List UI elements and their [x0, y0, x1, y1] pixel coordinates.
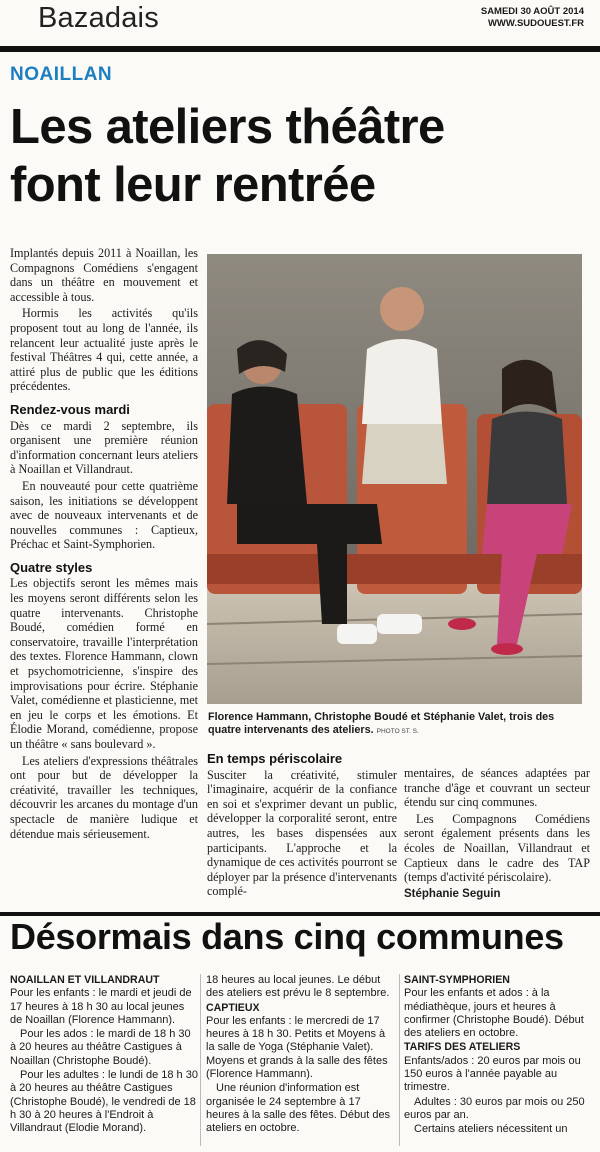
paragraph: Implantés depuis 2011 à Noaillan, les Compagnons Comédiens s'engagent dans un théâtre en mouvement et accessible à tous.: [10, 246, 198, 304]
article-column-2: [207, 752, 397, 902]
masthead: [0, 0, 600, 52]
intertitle-periscolaire: En temps périscolaire: [207, 752, 343, 766]
paragraph: Les Compagnons Comédiens seront également présents dans les écoles de Noaillan, Villandraut et Captieux dans le cadre des TAP (temps d'activité périscolaire).: [404, 811, 590, 885]
photo-credit: PHOTO ST. S.: [376, 728, 419, 735]
schedule-item: Adultes : 30 euros par mois ou 250 euros par an.: [404, 1095, 585, 1121]
paragraph: En nouveauté pour cette quatrième saison, les initiations se développent avec de nouveaux intervenants et de nouvelles communes : Captieux, Préchac et Saint-Symphorien.: [10, 478, 198, 552]
top-rule: [0, 46, 600, 52]
headline-line-1: Les ateliers théâtre: [10, 100, 445, 154]
photo-illustration: [207, 254, 582, 704]
intertitle-quatre-styles: Quatre styles: [10, 559, 93, 575]
schedule-item: Certains ateliers nécessitent un: [414, 1123, 568, 1136]
schedule-item: Une réunion d'information est organisée le 24 septembre à 17 heures à la salle des fêtes. Début des ateliers en octobre.: [206, 1082, 391, 1135]
article-column-3: [404, 766, 590, 906]
schedule-heading: NOAILLAN ET VILLANDRAUT: [10, 974, 160, 986]
schedule-item: Pour les ados : le mardi de 18 h 30 à 20 heures au théâtre Castigues à Noaillan (Christophe Boudé).: [10, 1028, 191, 1067]
article-photo: [207, 254, 582, 704]
schedule-heading: SAINT-SYMPHORIEN: [404, 974, 510, 986]
sidebar-heading: Désormais dans cinq communes: [10, 916, 564, 957]
date-line: [481, 6, 584, 30]
paragraph: Dès ce mardi 2 septembre, ils organisent une première réunion d'information concernant leurs ateliers à Noaillan et Villandraut.: [10, 418, 198, 477]
schedule-item: Pour les enfants et ados : à la médiathèque, jours et heures à confirmer (Christophe Boudé). Début des ateliers en octobre.: [404, 987, 584, 1040]
schedule-heading: TARIFS DES ATELIERS: [404, 1041, 521, 1054]
paragraph: Les objectifs seront les mêmes mais les moyens seront différents selon les quatre intervenants. Christophe Boudé, comédien formé en conservatoire, travaille l'interprétation des textes. Florence Hammann, clown et psychomotricienne, s'inspire des improvisations pour écrire. Stéphanie Valet, comédienne et plasticienne, met en jeu le corps et les émotions. Et Élodie Morand, comédienne, propose un théâtre « sans boulevard ».: [10, 576, 198, 751]
schedule-item: Pour les enfants : le mercredi de 17 heures à 18 h 30. Petits et Moyens à la salle de Yoga (Stéphanie Valet). Moyens et grands à la salle des fêtes (Florence Hammann).: [206, 1014, 388, 1081]
schedule-item: Pour les enfants : le mardi et jeudi de 17 heures à 18 h 30 au local jeunes de Noaillan (Florence Hammann).: [10, 987, 192, 1026]
paragraph: Susciter la créativité, stimuler l'imaginaire, acquérir de la confiance en soi et s'exprimer devant un public, développer la corporalité seront, entre autres, les bases dispensées aux participants. L'approche et la dynamique de ces activités pourront se déployer par la présence d'intervenants complé-: [207, 767, 397, 899]
paragraph: Hormis les activités qu'ils proposent tout au long de l'année, ils relancent leur actualité juste après le festival Théâtres 4 qui, cette année, a attiré plus de public que les éditions précédentes.: [10, 306, 198, 394]
schedule-column-1: [10, 974, 198, 1137]
caption-text: Florence Hammann, Christophe Boudé et Stéphanie Valet, trois des quatre intervenants des ateliers.: [208, 711, 555, 736]
website: WWW.SUDOUEST.FR: [487, 18, 584, 29]
headline-line-2: font leur rentrée: [10, 158, 376, 212]
byline: Stéphanie Seguin: [404, 887, 501, 900]
article-kicker: NOAILLAN: [10, 64, 113, 85]
schedule-item: 18 heures au local jeunes. Le début des ateliers est prévu le 8 septembre.: [206, 974, 390, 1000]
issue-date: SAMEDI 30 AOÛT 2014: [480, 6, 584, 17]
paragraph: Les ateliers d'expressions théâtrales ont pour but de développer la créativité, travailler les techniques, découvrir les arcanes du montage d'un spectacle de manière ludique et détendue mais sérieusement.: [10, 753, 198, 841]
schedule-column-2: [206, 974, 396, 1137]
paragraph: mentaires, de séances adaptées par tranche d'âge et couvrant un secteur étendu sur cinq communes.: [404, 766, 590, 810]
schedule-heading: CAPTIEUX: [206, 1001, 260, 1014]
schedule-column-3: [404, 974, 594, 1138]
article-column-1: [10, 246, 198, 926]
article-headline: [10, 98, 590, 214]
schedule-item: Pour les adultes : le lundi de 18 h 30 à 20 heures au théâtre Castigues (Christophe Boudé), le vendredi de 18 h 30 à 20 heures à l'Endroit à Villandraut (Elodie Morand).: [10, 1069, 198, 1135]
photo-caption: [208, 711, 588, 738]
schedule-item: Enfants/ados : 20 euros par mois ou 150 euros à l'année payable au trimestre.: [404, 1054, 581, 1094]
column-divider: [200, 974, 201, 1146]
section-name: Bazadais: [38, 2, 159, 34]
column-divider: [399, 974, 400, 1146]
intertitle-rendez-vous: Rendez-vous mardi: [10, 401, 130, 417]
